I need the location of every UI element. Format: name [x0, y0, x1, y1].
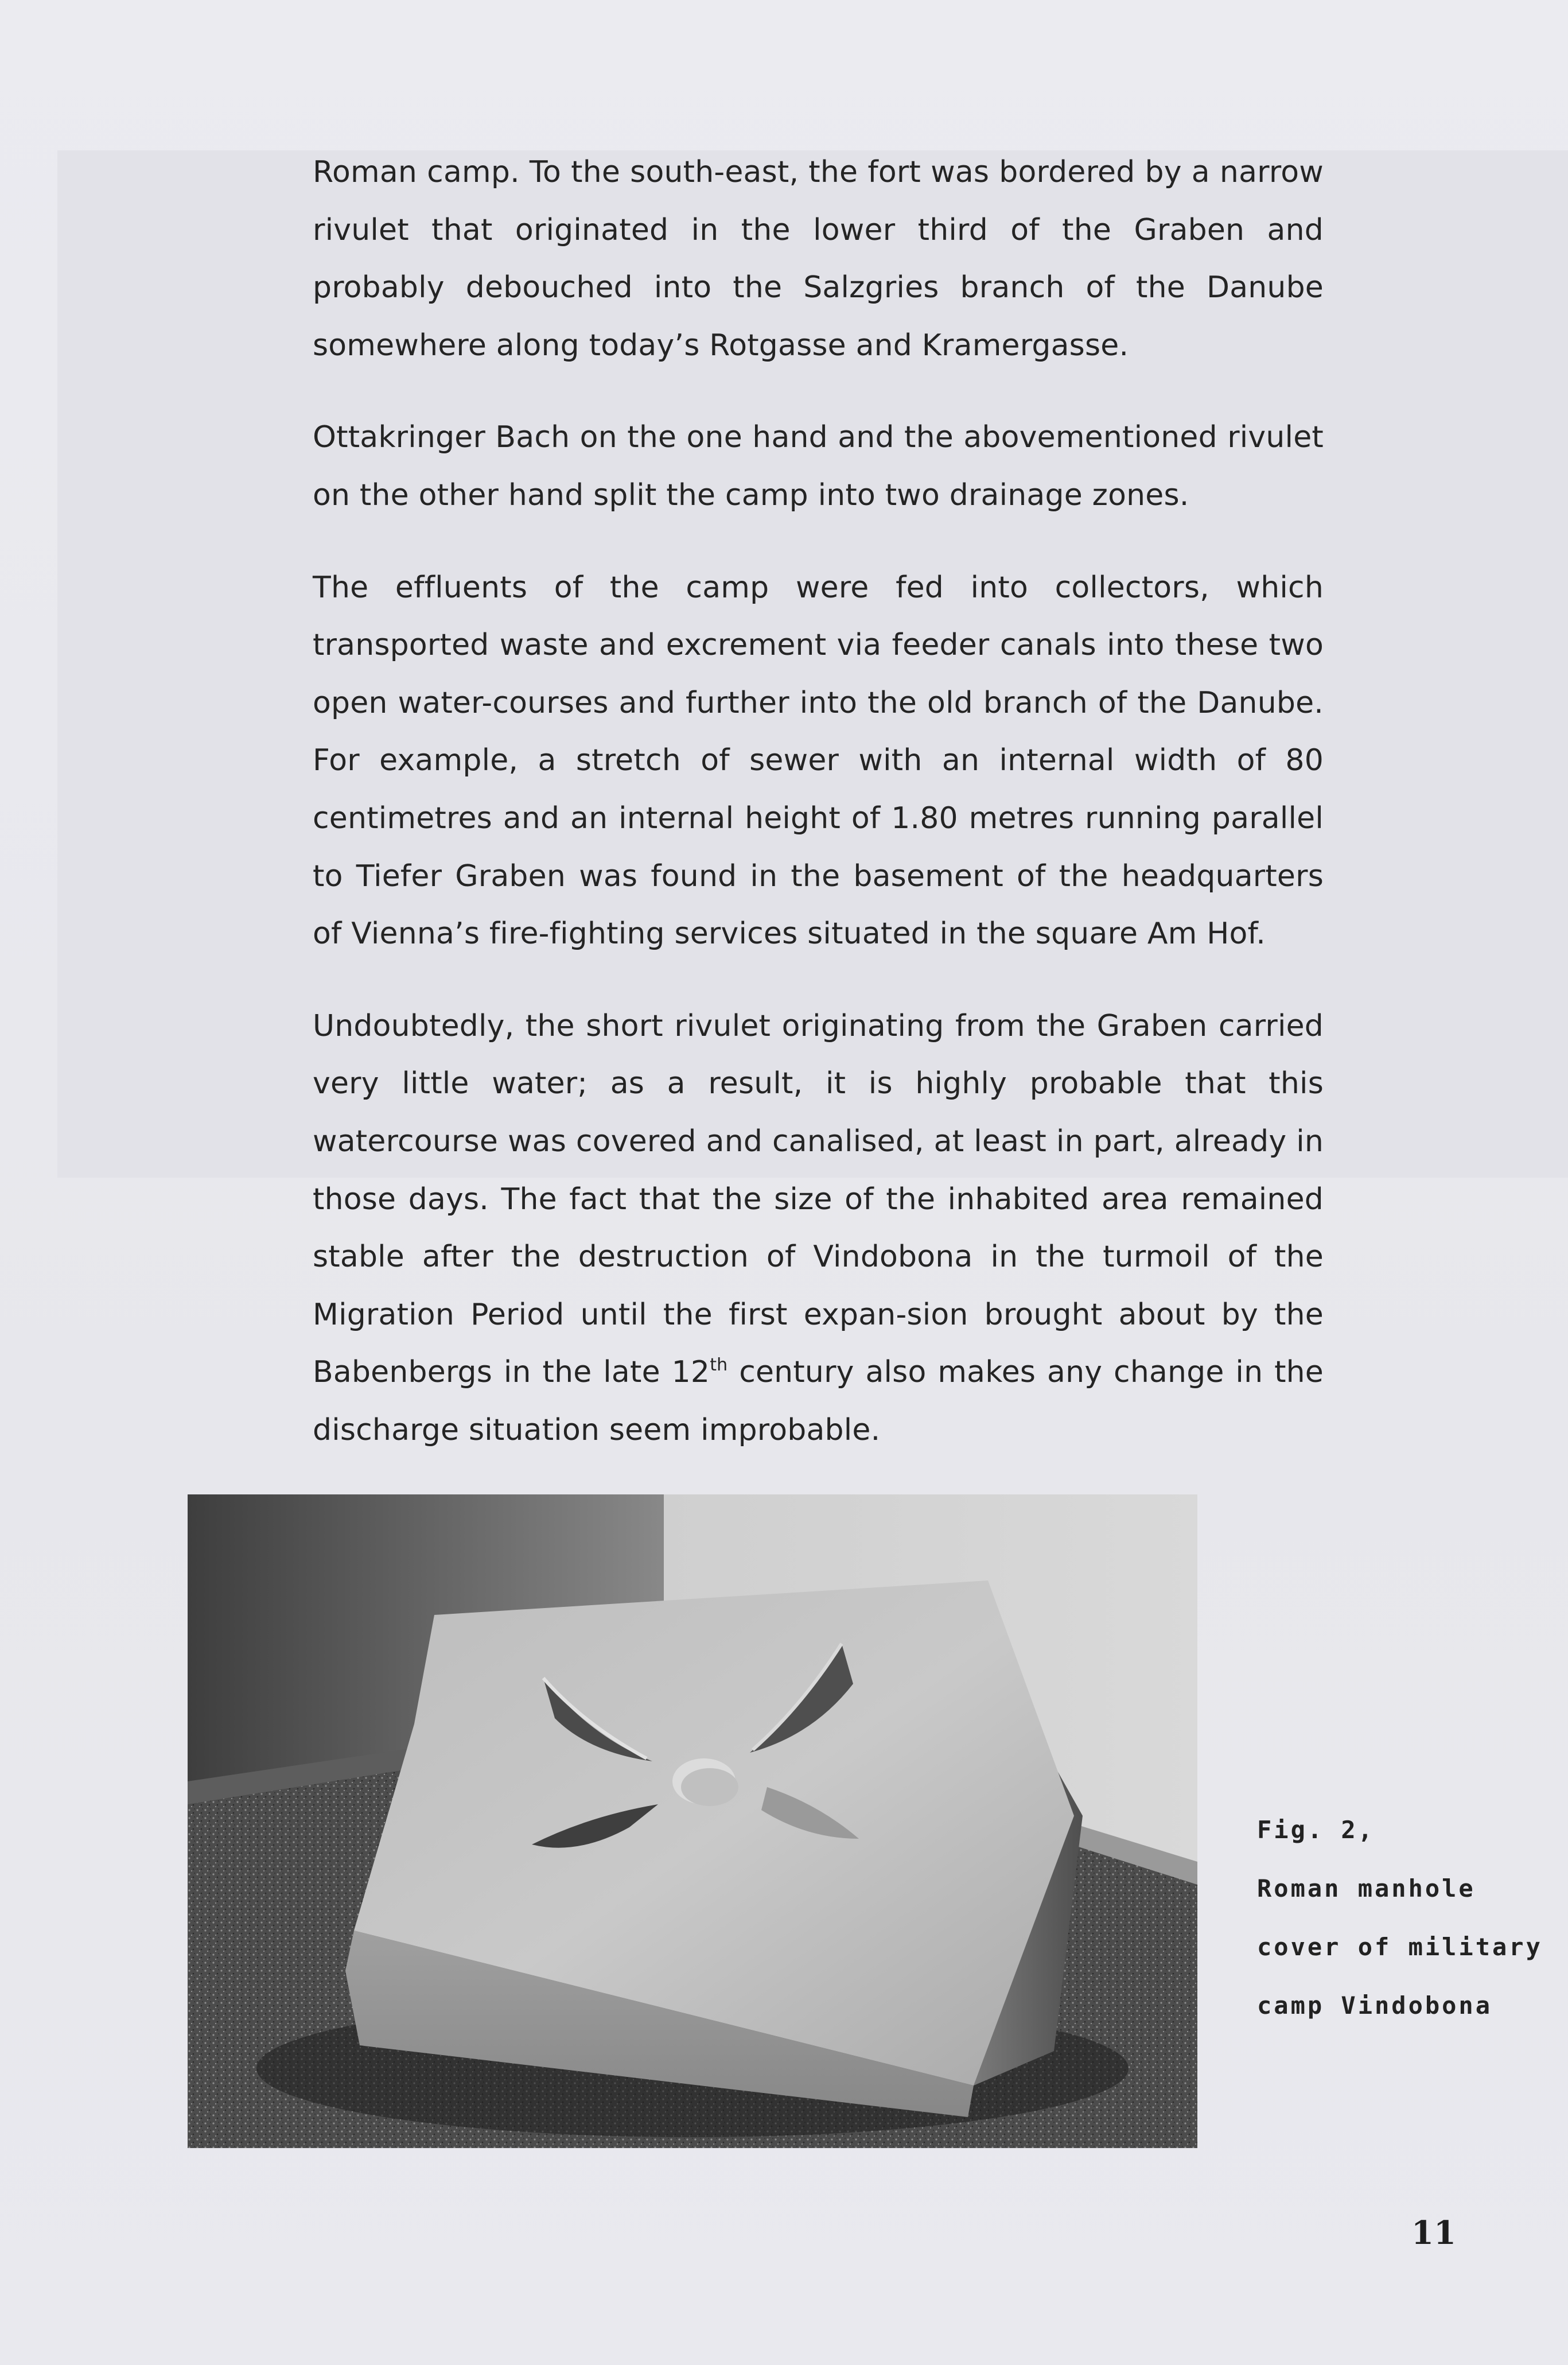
paragraph-4-text-end: century also makes any change in the discharge situation seem improbable. [313, 1355, 1324, 1447]
ordinal-suffix: th [710, 1355, 728, 1376]
paragraph-4 [313, 997, 1324, 1459]
caption-line-1: Fig. 2, [1257, 1816, 1375, 1844]
body-text [313, 143, 1324, 1493]
paragraph-4-text: Undoubtedly, the short rivulet originating from the Graben carried very little water; as a result, it is highly probable that this watercourse was covered and canalised, at least in part, already in those days. The fact that the size of the inhabited area remained stable after the destruction of Vindobona in the turmoil of the Migration Period until the first expan-sion brought about by the Babenbergs in the late 12 [313, 1008, 1324, 1390]
manhole-cover-photo [188, 1494, 1197, 2148]
paragraph-3: The effluents of the camp were fed into collectors, which transported waste and excrement via feeder canals into these two open water-courses and further into the old branch of the Danube. For example, a stretch of sewer with an internal width of 80 centimetres and an internal height of 1.80 metres running parallel to Tiefer Graben was found in the basement of the headquarters of Vienna’s fire-fighting services situated in the square Am Hof. [313, 570, 1324, 952]
figure-caption [1257, 1801, 1543, 2035]
page-number: 11 [1411, 2214, 1456, 2252]
caption-line-3: cover of military [1257, 1933, 1543, 1961]
caption-line-4: camp Vindobona [1257, 1991, 1493, 2020]
caption-line-2: Roman manhole [1257, 1874, 1476, 1902]
paragraph-2: Ottakringer Bach on the one hand and the abovementioned rivulet on the other hand split the camp into two drainage zones. [313, 420, 1324, 512]
paragraph-1: Roman camp. To the south-east, the fort was bordered by a narrow rivulet that originated in the lower third of the Graben and probably debouched into the Salzgries branch of the Danube somewhere along today’s Rotgasse and Kramergasse. [313, 155, 1324, 363]
